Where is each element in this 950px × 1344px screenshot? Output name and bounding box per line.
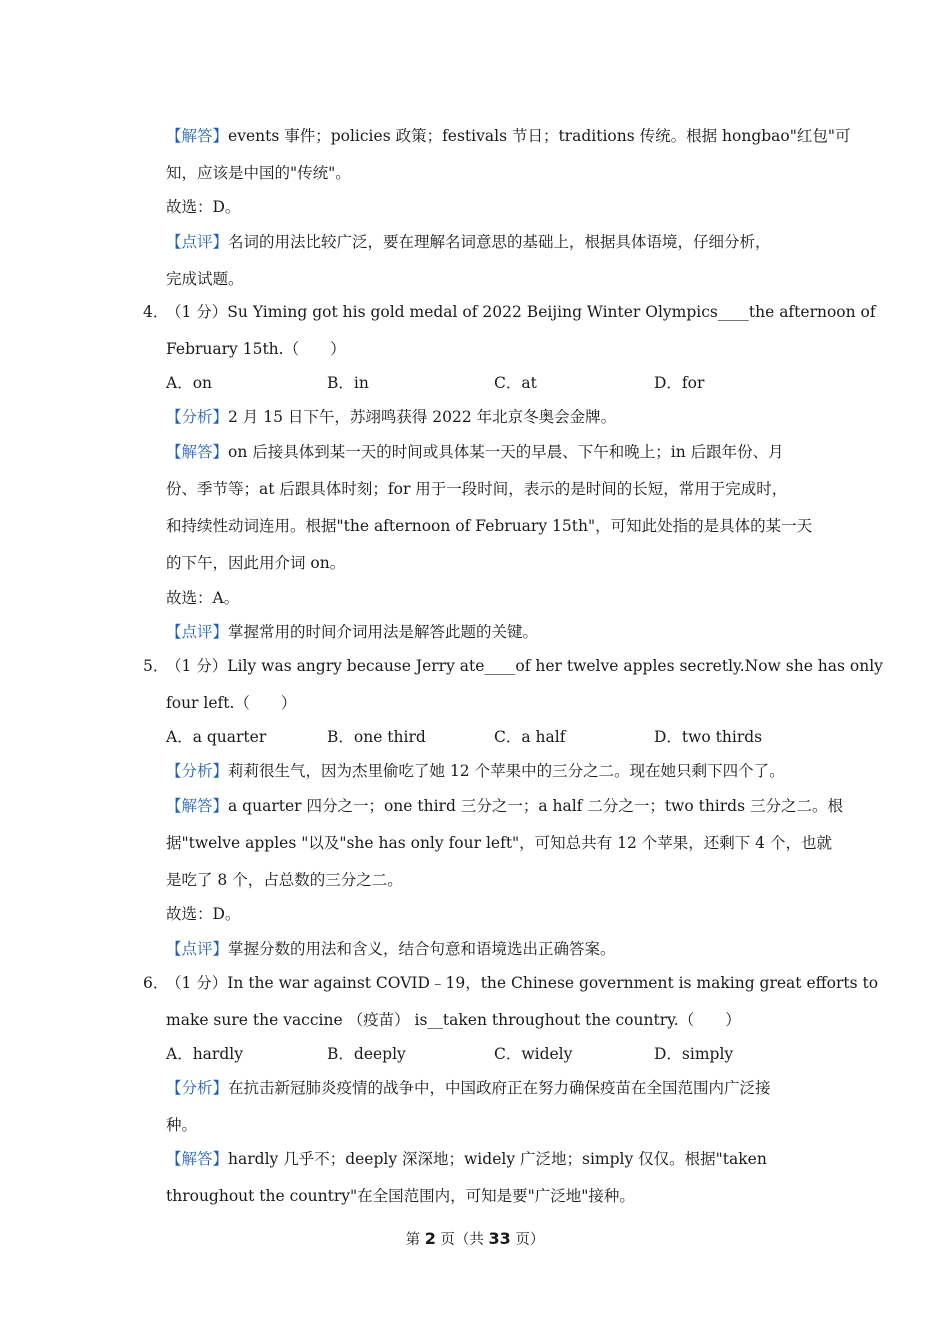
q6-answer-line-2: throughout the country"在全国范围内，可知是要"广泛地"接种。 (166, 1187, 635, 1205)
answer-tag: 【解答】 (166, 127, 229, 145)
q6-analysis-line-1: 【分析】在抗击新冠肺炎疫情的战争中，中国政府正在努力确保疫苗在全国范围内广泛接 (166, 1079, 771, 1097)
q5-stem-line-1: （1 分）Lily was angry because Jerry ate____of her twelve apples secretly.Now she has only (166, 657, 883, 675)
q6-option-a: A．hardly (166, 1045, 243, 1063)
q5-option-d: D．two thirds (654, 728, 763, 746)
q5-analysis: 【分析】莉莉很生气，因为杰里偷吃了她 12 个苹果中的三分之二。现在她只剩下四个了。 (166, 762, 785, 780)
analysis-tag: 【分析】 (166, 1079, 229, 1097)
comment-tag: 【点评】 (166, 623, 229, 641)
q5-option-b: B．one third (327, 728, 426, 746)
q3-answer-line-1: 【解答】events 事件；policies 政策；festivals 节日；traditions 传统。根据 hongbao"红包"可 (166, 127, 851, 145)
q5-option-a: A．a quarter (166, 728, 267, 746)
answer-tag: 【解答】 (166, 1150, 229, 1168)
q4-analysis: 【分析】2 月 15 日下午，苏翊鸣获得 2022 年北京冬奥会金牌。 (166, 408, 617, 426)
q3-choice: 故选：D。 (166, 198, 241, 216)
q5-choice: 故选：D。 (166, 905, 241, 923)
q5-number: 5． (143, 657, 169, 675)
q6-stem-line-2: make sure the vaccine （疫苗） is__taken throughout the country.（ ） (166, 1011, 741, 1029)
q6-analysis-line-2: 种。 (166, 1116, 198, 1134)
q6-stem-line-1: （1 分）In the war against COVID﹣19，the Chinese government is making great efforts to (166, 974, 879, 992)
q4-option-a: A．on (166, 374, 213, 392)
answer-tag: 【解答】 (166, 797, 229, 815)
q4-answer-line-3: 和持续性动词连用。根据"the afternoon of February 15th"，可知此处指的是具体的某一天 (166, 517, 813, 535)
q5-comment: 【点评】掌握分数的用法和含义，结合句意和语境选出正确答案。 (166, 940, 616, 958)
q4-stem-line-2: February 15th.（ ） (166, 340, 346, 358)
q4-answer-line-1: 【解答】on 后接具体到某一天的时间或具体某一天的早晨、下午和晚上；in 后跟年份、月 (166, 443, 784, 461)
q5-stem-line-2: four left.（ ） (166, 694, 297, 712)
q6-option-d: D．simply (654, 1045, 734, 1063)
q3-answer-line-2: 知，应该是中国的"传统"。 (166, 164, 351, 182)
q4-choice: 故选：A。 (166, 589, 240, 607)
answer-tag: 【解答】 (166, 443, 229, 461)
analysis-tag: 【分析】 (166, 408, 229, 426)
q6-number: 6． (143, 974, 169, 992)
q5-answer-line-3: 是吃了 8 个，占总数的三分之二。 (166, 871, 403, 889)
q5-answer-line-2: 据"twelve apples "以及"she has only four left"，可知总共有 12 个苹果，还剩下 4 个，也就 (166, 834, 832, 852)
q4-option-d: D．for (654, 374, 705, 392)
q4-answer-line-2: 份、季节等；at 后跟具体时刻；for 用于一段时间，表示的是时间的长短，常用于完成时， (166, 480, 788, 498)
q6-answer-line-1: 【解答】hardly 几乎不；deeply 深深地；widely 广泛地；simply 仅仅。根据"taken (166, 1150, 767, 1168)
current-page-number: 2 (424, 1229, 436, 1248)
q4-option-c: C．at (494, 374, 537, 392)
analysis-tag: 【分析】 (166, 762, 229, 780)
q5-answer-line-1: 【解答】a quarter 四分之一；one third 三分之一；a half 二分之一；two thirds 三分之二。根 (166, 797, 843, 815)
q4-stem-line-1: （1 分）Su Yiming got his gold medal of 2022 Beijing Winter Olympics____the afternoon of (166, 303, 876, 321)
q4-answer-line-4: 的下午，因此用介词 on。 (166, 554, 346, 572)
total-pages: 33 (488, 1229, 511, 1248)
comment-tag: 【点评】 (166, 233, 229, 251)
q3-comment-line-1: 【点评】名词的用法比较广泛，要在理解名词意思的基础上，根据具体语境，仔细分析， (166, 233, 771, 251)
q6-option-b: B．deeply (327, 1045, 406, 1063)
q3-comment-line-2: 完成试题。 (166, 270, 244, 288)
q6-option-c: C．widely (494, 1045, 573, 1063)
q4-option-b: B．in (327, 374, 369, 392)
page-footer: 第 2 页（共 33 页） (405, 1229, 545, 1248)
q5-option-c: C．a half (494, 728, 566, 746)
q4-comment: 【点评】掌握常用的时间介词用法是解答此题的关键。 (166, 623, 539, 641)
q4-number: 4． (143, 303, 169, 321)
comment-tag: 【点评】 (166, 940, 229, 958)
